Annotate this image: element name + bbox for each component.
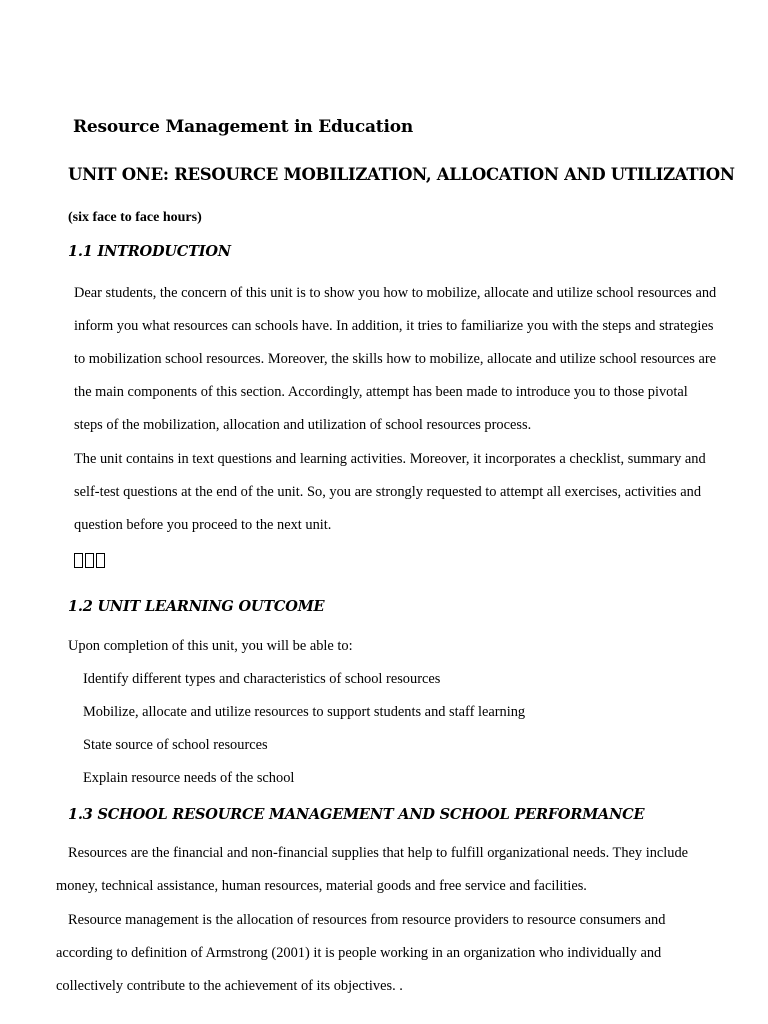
performance-line: according to definition of Armstrong (2001) it is people working in an organization who individually and: [56, 945, 662, 961]
outcome-item: Identify different types and characteristics of school resources: [83, 671, 441, 687]
performance-line: collectively contribute to the achievement of its objectives. .: [56, 978, 403, 994]
intro-line: the main components of this section. Accordingly, attempt has been made to introduce you to those pivotal: [74, 384, 688, 400]
section-heading-introduction: 1.1 INTRODUCTION: [68, 243, 231, 260]
outcome-item: State source of school resources: [83, 737, 268, 753]
intro-line: The unit contains in text questions and learning activities. Moreover, it incorporates a checklist, summary and: [74, 451, 706, 467]
performance-line: Resource management is the allocation of resources from resource providers to resource consumers and: [68, 912, 666, 928]
intro-line: to mobilization school resources. Moreover, the skills how to mobilize, allocate and utilize school resources are: [74, 351, 717, 367]
section-heading-resource-management: 1.3 SCHOOL RESOURCE MANAGEMENT AND SCHOOL PERFORMANCE: [68, 806, 645, 823]
intro-line: question before you proceed to the next unit.: [74, 517, 332, 533]
outcome-item: Mobilize, allocate and utilize resources to support students and staff learning: [83, 704, 526, 720]
intro-line: inform you what resources can schools have. In addition, it tries to familiarize you with the steps and strategies: [74, 318, 714, 334]
intro-line: Dear students, the concern of this unit is to show you how to mobilize, allocate and utilize school resources and: [74, 285, 717, 301]
section-heading-learning-outcome: 1.2 UNIT LEARNING OUTCOME: [68, 598, 325, 615]
outcome-lead: Upon completion of this unit, you will be able to:: [68, 638, 353, 654]
performance-line: Resources are the financial and non-financial supplies that help to fulfill organizational needs. They include: [68, 845, 689, 861]
unit-title: UNIT ONE: RESOURCE MOBILIZATION, ALLOCATION AND UTILIZATION: [68, 165, 735, 184]
hours-note: (six face to face hours): [68, 210, 202, 225]
missing-glyph-icon: [74, 553, 83, 568]
document-title: Resource Management in Education: [73, 117, 414, 137]
performance-line: money, technical assistance, human resources, material goods and free service and facilities.: [56, 878, 587, 894]
missing-glyph-icon: [85, 553, 94, 568]
intro-line: self-test questions at the end of the unit. So, you are strongly requested to attempt all exercises, activities and: [74, 484, 702, 500]
missing-glyph-icon: [96, 553, 105, 568]
intro-line: steps of the mobilization, allocation and utilization of school resources process.: [74, 417, 532, 433]
missing-glyph-icons: [74, 553, 105, 568]
outcome-item: Explain resource needs of the school: [83, 770, 295, 786]
